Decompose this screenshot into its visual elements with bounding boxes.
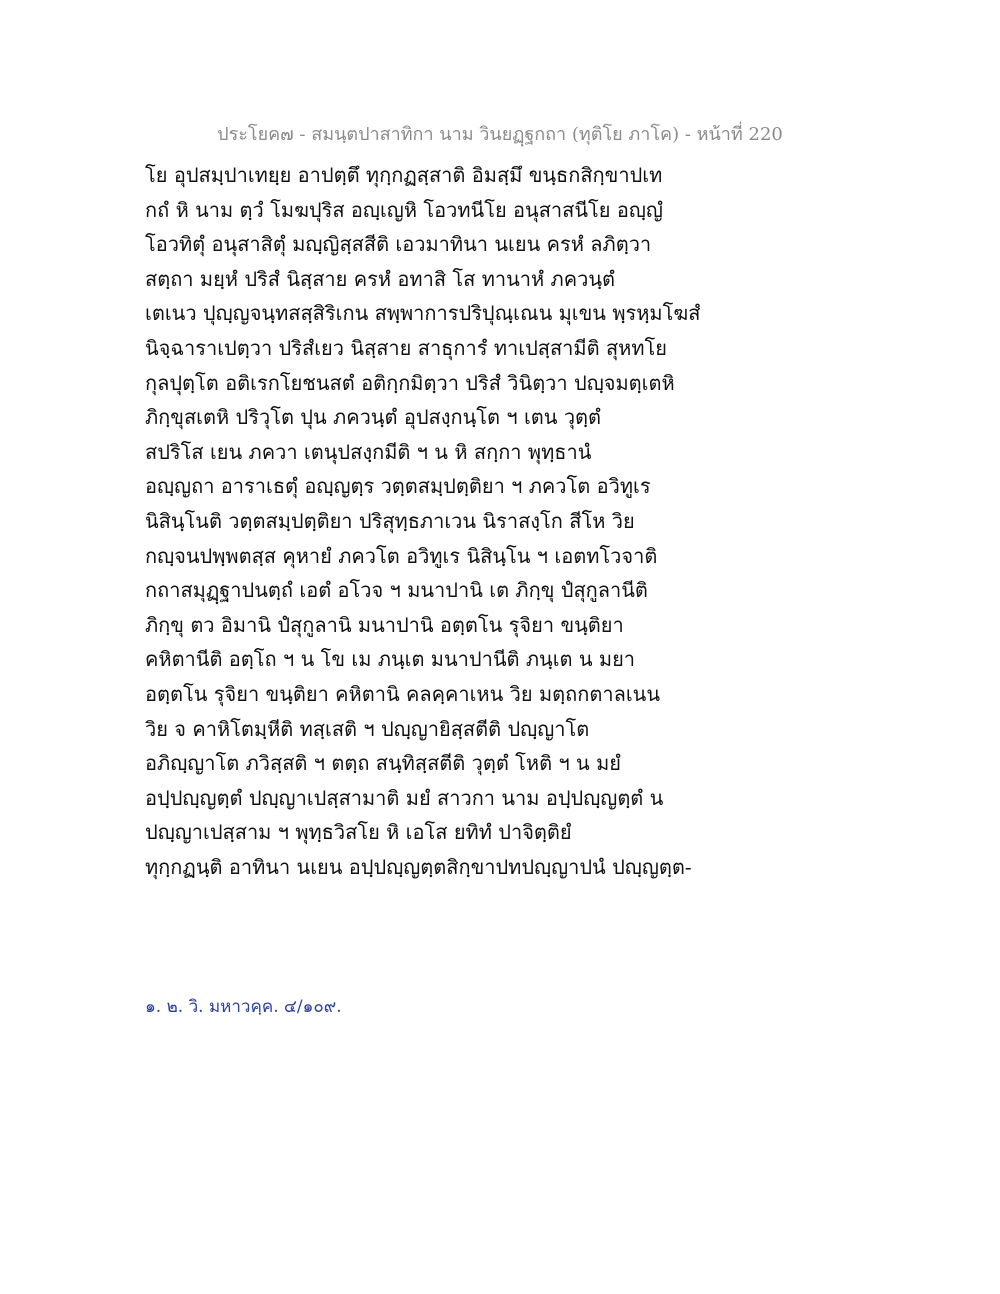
text-line: กถาสมุฏฺฐาปนตฺถํ เอตํ อโวจ ฯ มนาปานิ เต ภิกฺขุ ปํสุกูลานีติ [145,578,648,603]
text-line: คหิตานีติ อตฺโถ ฯ น โข เม ภนฺเต มนาปานีติ ภนฺเต น มยา [145,647,636,672]
text-line: ปญฺญาเปสฺสาม ฯ พุทฺธวิสโย หิ เอโส ยทิทํ ปาจิตฺติยํ [145,820,572,845]
text-line: กุลปุตฺโต อติเรกโยชนสตํ อติกฺกมิตฺวา ปริสํ วินิตฺวา ปญฺจมตฺเตหิ [145,370,675,395]
text-line: อญฺญถา อาราเธตุํ อญฺญตฺร วตฺตสมฺปตฺติยา ฯ ภควโต อวิทูเร [145,474,651,499]
text-line: นิสินฺโนติ วตฺตสมฺปตฺติยา ปริสุทฺธภาเวน นิราสงฺโก สีโห วิย [145,508,635,533]
footnote: ๑. ๒. วิ. มหาวคฺค. ๔/๑๐๙. [145,997,342,1017]
text-line: สปริโส เยน ภควา เตนุปสงฺกมีติ ฯ น หิ สกฺกา พุทฺธานํ [145,439,592,464]
running-header: ประโยค๗ - สมนฺตปาสาทิกา นาม วินยฏฺฐกถา (ทุติโย ภาโค) - หน้าที่ 220 [217,124,783,145]
text-line: กญฺจนปพฺพตสฺส คุหายํ ภควโต อวิทูเร นิสินฺโน ฯ เอตทโวจาติ [145,543,658,568]
text-line: กถํ หิ นาม ตฺวํ โมฆปุริส อญฺเญหิ โอวทนีโย อนุสาสนีโย อญฺญํ [145,197,663,222]
text-line: โอวทิตุํ อนุสาสิตุํ มญฺญิสฺสสีติ เอวมาทินา นเยน ครหํ ลภิตฺวา [145,232,652,257]
body-text [145,158,765,884]
text-line: นิจฺฉาราเปตฺวา ปริสํเยว นิสฺสาย สาธุการํ ทาเปสฺสามีติ สุหทโย [145,335,667,360]
text-line: เตเนว ปุญฺญจนฺทสสฺสิริเกน สพฺพาการปริปุณฺเณน มุเขน พฺรหฺมโฆสํ [145,301,701,326]
text-line: อตฺตโน รุจิยา ขนฺติยา คหิตานิ คลคฺคาเหน วิย มตฺถกตาลเนน [145,681,660,706]
text-line: ภิกฺขุสเตหิ ปริวุโต ปุน ภควนฺตํ อุปสงฺกนฺโต ฯ เตน วุตฺตํ [145,405,602,430]
text-line: ภิกฺขุ ตว อิมานิ ปํสุกูลานิ มนาปานิ อตฺตโน รุจิยา ขนฺติยา [145,612,624,637]
text-line: อภิญฺญาโต ภวิสฺสติ ฯ ตตฺถ สนฺทิสฺสตีติ วุตฺตํ โหติ ฯ น มยํ [145,751,621,776]
text-line: อปฺปญฺญตฺตํ ปญฺญาเปสฺสามาติ มยํ สาวกา นาม อปฺปญฺญตฺตํ น [145,785,664,810]
text-line: วิย จ คาหิโตมฺหีติ ทสฺเสติ ฯ ปญฺญายิสฺสตีติ ปญฺญาโต [145,716,590,741]
text-line: สตฺถา มยฺหํ ปริสํ นิสฺสาย ครหํ อทาสิ โส ทานาหํ ภควนฺตํ [145,266,615,291]
text-line: ทุกฺกฏนฺติ อาทินา นเยน อปฺปญฺญตฺตสิกฺขาปทปญฺญาปนํ ปญฺญตฺต- [145,854,692,879]
text-line: โย อุปสมฺปาเทยฺย อาปตฺตึ ทุกฺกฏสฺสาติ อิมสฺมึ ขนฺธกสิกฺขาปเท [145,163,663,187]
